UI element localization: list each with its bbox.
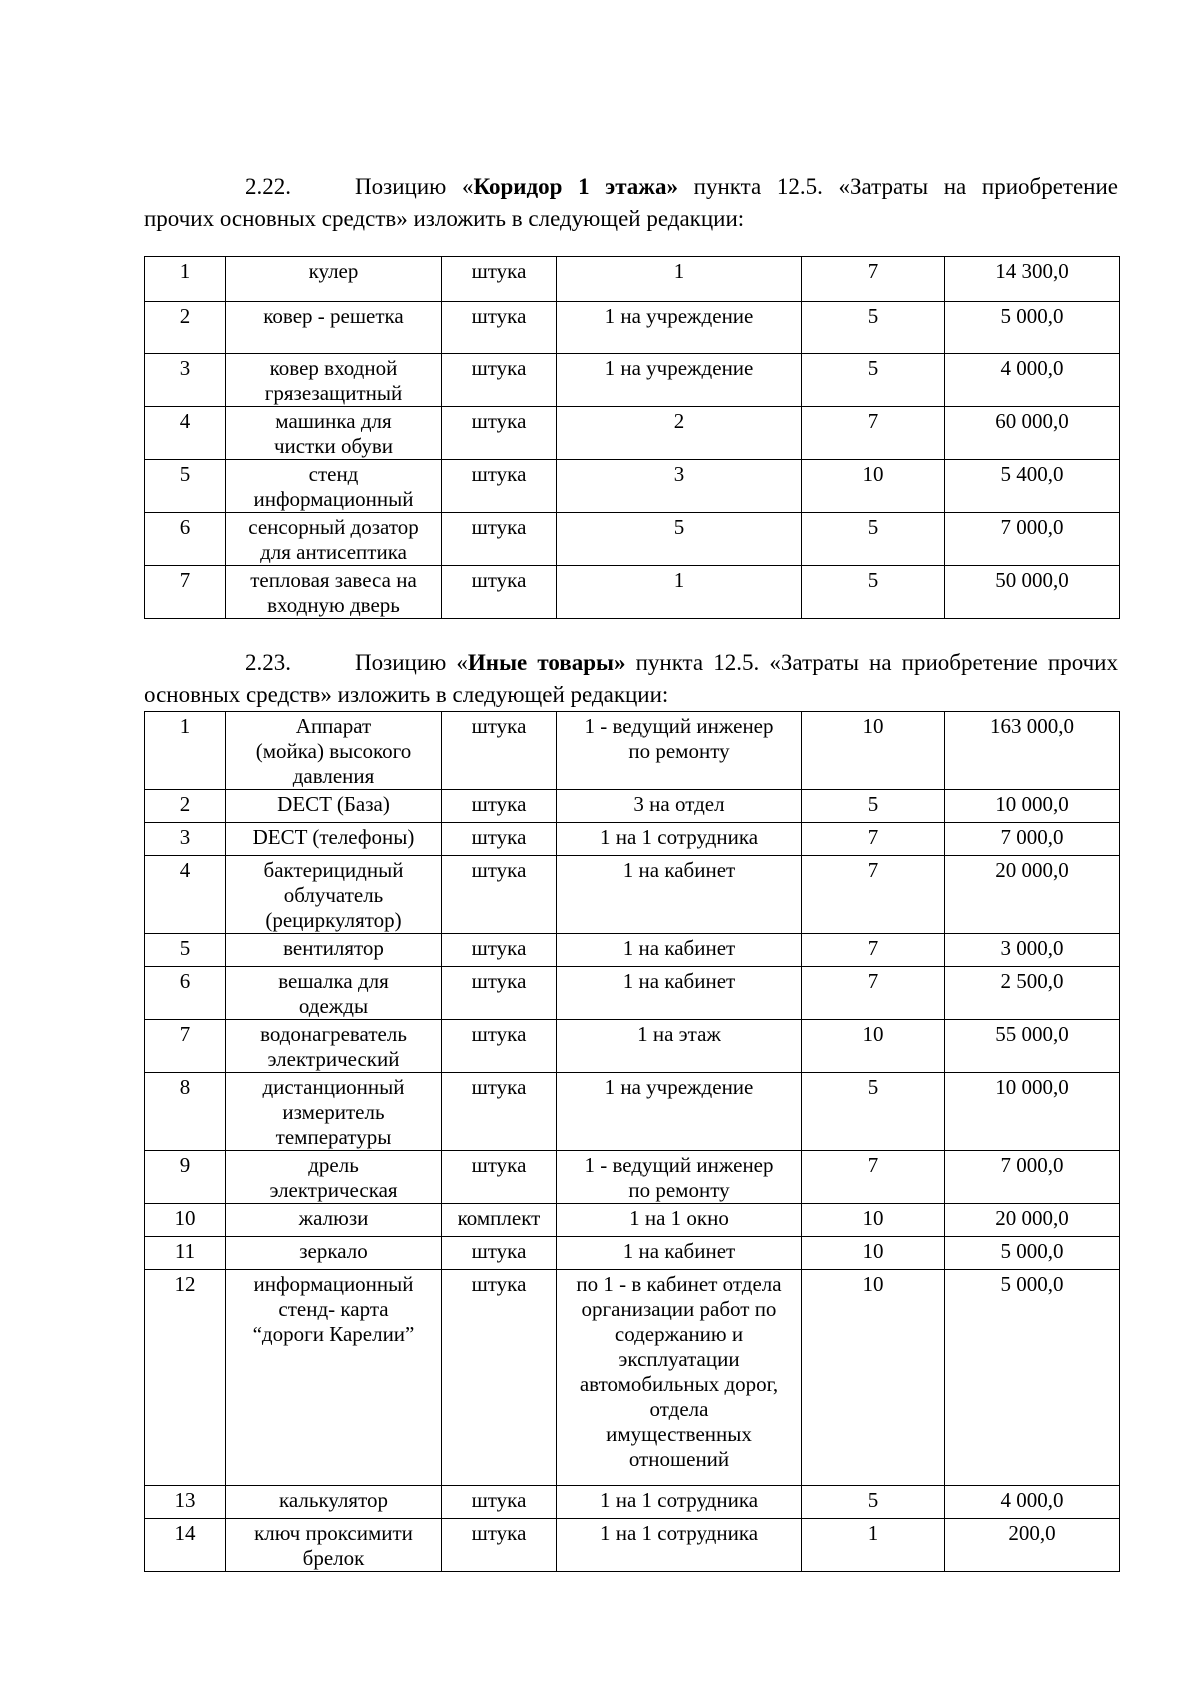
item-number: 7: [145, 566, 226, 619]
item-unit: штука: [442, 1270, 557, 1486]
item-number: 7: [145, 1020, 226, 1073]
item-quantity: 1: [557, 566, 802, 619]
item-service-years: 7: [802, 257, 945, 302]
item-service-years: 5: [802, 1486, 945, 1519]
item-number: 9: [145, 1151, 226, 1204]
item-quantity: 1 на 1 сотрудника: [557, 823, 802, 856]
item-number: 3: [145, 354, 226, 407]
table-row: [145, 566, 1120, 619]
item-unit: штука: [442, 1073, 557, 1151]
item-unit: штука: [442, 934, 557, 967]
item-price: 5 000,0: [945, 1270, 1120, 1486]
item-price: 4 000,0: [945, 1486, 1120, 1519]
item-number: 12: [145, 1270, 226, 1486]
item-service-years: 10: [802, 1204, 945, 1237]
item-name: DECT (телефоны): [226, 823, 442, 856]
item-service-years: 10: [802, 712, 945, 790]
item-price: 50 000,0: [945, 566, 1120, 619]
item-quantity: 1: [557, 257, 802, 302]
table-row: [145, 967, 1120, 1020]
item-unit: штука: [442, 967, 557, 1020]
table-row: [145, 823, 1120, 856]
table-row: [145, 354, 1120, 407]
item-unit: штука: [442, 856, 557, 934]
item-number: 2: [145, 790, 226, 823]
item-quantity: 1 на учреждение: [557, 354, 802, 407]
position-title: Иные товары»: [467, 650, 626, 675]
item-unit: штука: [442, 513, 557, 566]
item-unit: штука: [442, 1519, 557, 1572]
item-price: 4 000,0: [945, 354, 1120, 407]
section-2-22-paragraph: [144, 171, 1118, 235]
table-row: [145, 460, 1120, 513]
item-service-years: 7: [802, 407, 945, 460]
other-goods-table: [144, 711, 1120, 1572]
item-price: 7 000,0: [945, 1151, 1120, 1204]
item-price: 200,0: [945, 1519, 1120, 1572]
item-name: калькулятор: [226, 1486, 442, 1519]
item-price: 20 000,0: [945, 1204, 1120, 1237]
table-row: [145, 257, 1120, 302]
item-service-years: 5: [802, 1073, 945, 1151]
item-name: кулер: [226, 257, 442, 302]
item-number: 5: [145, 934, 226, 967]
item-quantity: 1 на 1 сотрудника: [557, 1519, 802, 1572]
item-quantity: 3: [557, 460, 802, 513]
item-quantity: 1 на кабинет: [557, 967, 802, 1020]
table-row: [145, 1270, 1120, 1486]
section-number: 2.22.: [245, 174, 291, 199]
table-row: [145, 1020, 1120, 1073]
item-name: бактерицидный облучатель (рециркулятор): [226, 856, 442, 934]
item-service-years: 7: [802, 823, 945, 856]
item-number: 6: [145, 967, 226, 1020]
item-number: 11: [145, 1237, 226, 1270]
paragraph-text: основных средств» изложить в следующей редакции:: [144, 682, 669, 707]
item-price: 20 000,0: [945, 856, 1120, 934]
paragraph-text: Позицию «: [355, 650, 468, 675]
item-service-years: 1: [802, 1519, 945, 1572]
position-title: Коридор 1 этажа»: [473, 174, 678, 199]
item-price: 5 000,0: [945, 302, 1120, 354]
item-service-years: 7: [802, 967, 945, 1020]
item-name: стенд информационный: [226, 460, 442, 513]
item-quantity: 1 на кабинет: [557, 856, 802, 934]
item-quantity: 1 на этаж: [557, 1020, 802, 1073]
item-service-years: 7: [802, 1151, 945, 1204]
item-unit: штука: [442, 302, 557, 354]
item-service-years: 5: [802, 566, 945, 619]
item-number: 13: [145, 1486, 226, 1519]
table-row: [145, 302, 1120, 354]
item-quantity: 2: [557, 407, 802, 460]
item-quantity: 1 на 1 окно: [557, 1204, 802, 1237]
item-name: информационный стенд- карта “дороги Карелии”: [226, 1270, 442, 1486]
paragraph-text: пункта 12.5. «Затраты на приобретение прочих: [625, 650, 1118, 675]
item-quantity: 1 на учреждение: [557, 1073, 802, 1151]
item-price: 7 000,0: [945, 513, 1120, 566]
item-number: 14: [145, 1519, 226, 1572]
item-price: 10 000,0: [945, 1073, 1120, 1151]
item-unit: штука: [442, 1151, 557, 1204]
item-name: Аппарат (мойка) высокого давления: [226, 712, 442, 790]
item-unit: штука: [442, 712, 557, 790]
table-row: [145, 790, 1120, 823]
item-quantity: 1 - ведущий инженер по ремонту: [557, 1151, 802, 1204]
item-unit: штука: [442, 257, 557, 302]
item-number: 1: [145, 712, 226, 790]
table-row: [145, 856, 1120, 934]
item-name: вентилятор: [226, 934, 442, 967]
item-service-years: 10: [802, 1020, 945, 1073]
item-unit: штука: [442, 407, 557, 460]
item-quantity: 1 - ведущий инженер по ремонту: [557, 712, 802, 790]
item-unit: комплект: [442, 1204, 557, 1237]
item-number: 2: [145, 302, 226, 354]
item-quantity: по 1 - в кабинет отдела организации работ по содержанию и эксплуатации автомобильных дорог, отдела имущественных отношений: [557, 1270, 802, 1486]
item-service-years: 10: [802, 1237, 945, 1270]
item-number: 6: [145, 513, 226, 566]
item-number: 4: [145, 407, 226, 460]
item-quantity: 1 на кабинет: [557, 934, 802, 967]
item-quantity: 1 на учреждение: [557, 302, 802, 354]
item-number: 8: [145, 1073, 226, 1151]
paragraph-text: Позицию «: [355, 174, 474, 199]
item-service-years: 5: [802, 354, 945, 407]
table-row: [145, 1519, 1120, 1572]
table-row: [145, 1204, 1120, 1237]
item-price: 5 400,0: [945, 460, 1120, 513]
item-price: 60 000,0: [945, 407, 1120, 460]
table-row: [145, 712, 1120, 790]
section-2-23-paragraph: [144, 647, 1118, 711]
item-number: 1: [145, 257, 226, 302]
item-name: машинка для чистки обуви: [226, 407, 442, 460]
item-name: DECT (База): [226, 790, 442, 823]
paragraph-text: прочих основных средств» изложить в следующей редакции:: [144, 206, 745, 231]
item-unit: штука: [442, 823, 557, 856]
item-service-years: 7: [802, 934, 945, 967]
item-unit: штука: [442, 790, 557, 823]
item-price: 163 000,0: [945, 712, 1120, 790]
table-row: [145, 407, 1120, 460]
item-unit: штука: [442, 1020, 557, 1073]
item-number: 10: [145, 1204, 226, 1237]
item-quantity: 5: [557, 513, 802, 566]
table-row: [145, 1486, 1120, 1519]
item-quantity: 3 на отдел: [557, 790, 802, 823]
item-number: 5: [145, 460, 226, 513]
item-service-years: 5: [802, 513, 945, 566]
item-quantity: 1 на кабинет: [557, 1237, 802, 1270]
item-price: 2 500,0: [945, 967, 1120, 1020]
item-price: 10 000,0: [945, 790, 1120, 823]
section-number: 2.23.: [245, 650, 291, 675]
item-unit: штука: [442, 566, 557, 619]
item-service-years: 10: [802, 460, 945, 513]
item-name: тепловая завеса на входную дверь: [226, 566, 442, 619]
paragraph-text: пункта 12.5. «Затраты на приобретение: [677, 174, 1119, 199]
item-name: ключ проксимити брелок: [226, 1519, 442, 1572]
corridor-items-table: [144, 256, 1120, 619]
item-unit: штука: [442, 1486, 557, 1519]
item-name: водонагреватель электрический: [226, 1020, 442, 1073]
item-price: 3 000,0: [945, 934, 1120, 967]
item-name: зеркало: [226, 1237, 442, 1270]
item-unit: штука: [442, 1237, 557, 1270]
table-row: [145, 1073, 1120, 1151]
table-row: [145, 513, 1120, 566]
item-name: дистанционный измеритель температуры: [226, 1073, 442, 1151]
item-quantity: 1 на 1 сотрудника: [557, 1486, 802, 1519]
item-name: сенсорный дозатор для антисептика: [226, 513, 442, 566]
table-row: [145, 934, 1120, 967]
item-unit: штука: [442, 354, 557, 407]
item-name: вешалка для одежды: [226, 967, 442, 1020]
item-price: 55 000,0: [945, 1020, 1120, 1073]
item-service-years: 10: [802, 1270, 945, 1486]
table-row: [145, 1237, 1120, 1270]
item-name: ковер входной грязезащитный: [226, 354, 442, 407]
item-name: ковер - решетка: [226, 302, 442, 354]
item-service-years: 7: [802, 856, 945, 934]
item-price: 7 000,0: [945, 823, 1120, 856]
item-service-years: 5: [802, 790, 945, 823]
item-unit: штука: [442, 460, 557, 513]
item-number: 3: [145, 823, 226, 856]
item-price: 5 000,0: [945, 1237, 1120, 1270]
item-number: 4: [145, 856, 226, 934]
item-price: 14 300,0: [945, 257, 1120, 302]
table-row: [145, 1151, 1120, 1204]
item-service-years: 5: [802, 302, 945, 354]
item-name: дрель электрическая: [226, 1151, 442, 1204]
item-name: жалюзи: [226, 1204, 442, 1237]
